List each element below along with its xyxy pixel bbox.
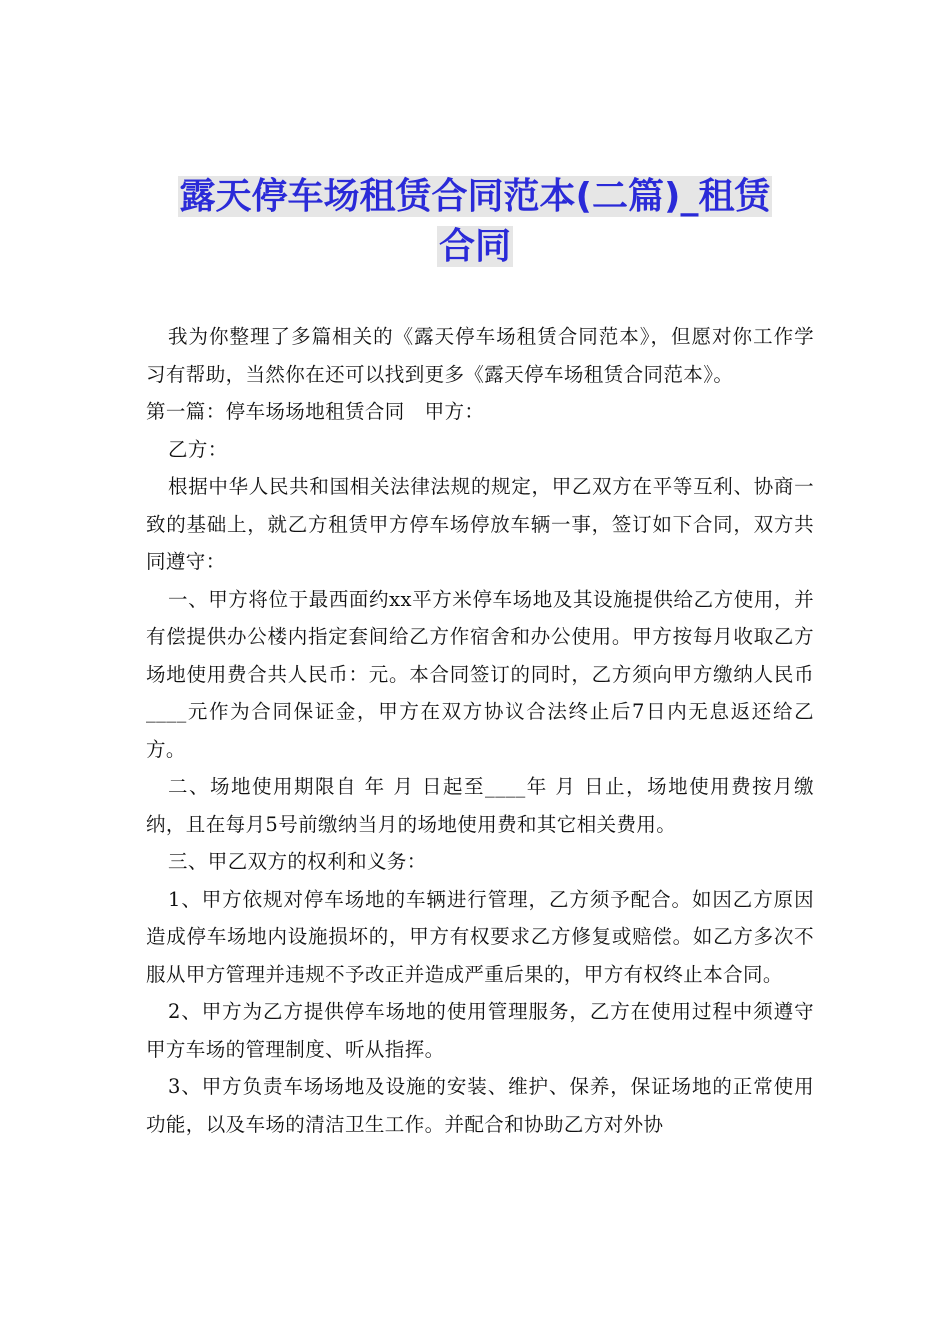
preamble-paragraph: 根据中华人民共和国相关法律法规的规定，甲乙双方在平等互利、协商一致的基础上，就乙方租赁甲方停车场停放车辆一事，签订如下合同，双方共同遵守： — [146, 475, 814, 573]
section-heading: 第一篇：停车场场地租赁合同 甲方： — [146, 400, 485, 423]
title-line-1: 露天停车场租赁合同范本(二篇)_租赁 — [179, 176, 771, 217]
clause-3-item-2: 2、甲方为乙方提供停车场地的使用管理服务，乙方在使用过程中须遵守甲方车场的管理制度、听从指挥。 — [146, 1000, 814, 1061]
clause-3-item-3: 3、甲方负责车场场地及设施的安装、维护、保养，保证场地的正常使用功能，以及车场的清洁卫生工作。并配合和协助乙方对外协 — [146, 1075, 814, 1136]
intro-paragraph: 我为你整理了多篇相关的《露天停车场租赁合同范本》，但愿对你工作学习有帮助，当然你在还可以找到更多《露天停车场租赁合同范本》。 — [146, 325, 814, 386]
party-b-line: 乙方： — [168, 437, 228, 461]
clause-3-heading: 三、甲乙双方的权利和义务： — [168, 850, 427, 873]
document-body — [146, 318, 814, 1143]
clause-2-paragraph: 二、场地使用期限自 年 月 日起至____年 月 日止，场地使用费按月缴纳，且在每月5号前缴纳当月的场地使用费和其它相关费用。 — [146, 775, 814, 836]
clause-1-paragraph: 一、甲方将位于最西面约xx平方米停车场地及其设施提供给乙方使用，并有偿提供办公楼内指定套间给乙方作宿舍和办公使用。甲方按每月收取乙方场地使用费合共人民币：元。本合同签订的同时，乙方须向甲方缴纳人民币____元作为合同保证金，甲方在双方协议合法终止后7日内无息返还给乙方。 — [146, 587, 814, 761]
title-line-2: 合同 — [438, 226, 511, 267]
document-title — [0, 172, 950, 272]
clause-3-item-1: 1、甲方依规对停车场地的车辆进行管理，乙方须予配合。如因乙方原因造成停车场地内设施损坏的，甲方有权要求乙方修复或赔偿。如乙方多次不服从甲方管理并违规不予改正并造成严重后果的，甲方有权终止本合同。 — [146, 887, 814, 986]
